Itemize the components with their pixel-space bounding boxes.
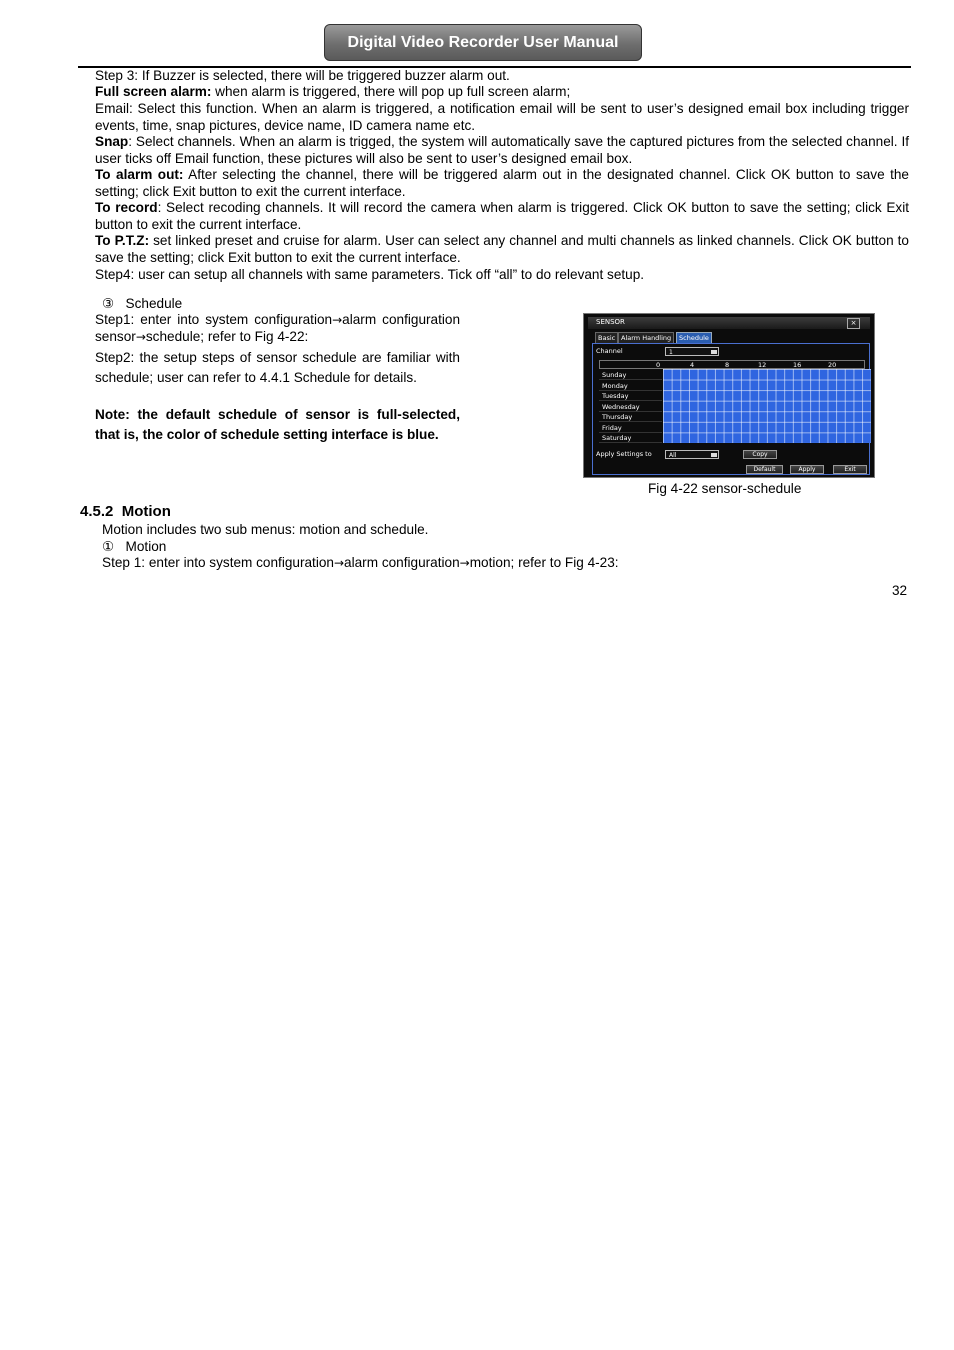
schedule-grid[interactable] bbox=[663, 369, 871, 443]
record-paragraph bbox=[95, 200, 909, 233]
motion-intro: Motion includes two sub menus: motion and schedule. bbox=[102, 522, 429, 537]
hour-tick: 20 bbox=[828, 361, 837, 369]
motion-step1-c: motion; refer to Fig 4-23: bbox=[469, 555, 619, 570]
full-screen-alarm-paragraph bbox=[95, 84, 570, 101]
snap-paragraph bbox=[95, 134, 909, 167]
arrow-icon: → bbox=[459, 556, 470, 570]
record-term: To record bbox=[95, 200, 158, 215]
email-paragraph: Email: Select this function. When an alarm is triggered, a notification email will be sent to user’s designed email box including trigger events, time, snap pictures, device name, ID camera name etc. bbox=[95, 101, 909, 133]
motion-label: Motion bbox=[125, 539, 167, 554]
dvr-title-bar bbox=[588, 317, 870, 329]
sensor-schedule-screenshot bbox=[583, 313, 875, 478]
section-number: 4.5.2 bbox=[80, 503, 114, 520]
motion-step1 bbox=[102, 555, 619, 572]
day-sunday: Sunday bbox=[599, 370, 662, 380]
hour-tick: 16 bbox=[793, 361, 802, 369]
day-thursday: Thursday bbox=[599, 412, 662, 422]
manual-title-badge bbox=[324, 24, 642, 61]
schedule-note: Note: the default schedule of sensor is full-selected, that is, the color of schedule setting interface is blue. bbox=[95, 407, 460, 442]
tab-alarm-handling[interactable]: Alarm Handling bbox=[618, 332, 674, 344]
step1-part-c: sensor bbox=[95, 329, 136, 344]
schedule-panel bbox=[592, 343, 870, 475]
exit-button[interactable]: Exit bbox=[833, 465, 867, 474]
tab-schedule[interactable]: Schedule bbox=[676, 332, 712, 344]
alarm-out-text: After selecting the channel, there will be triggered alarm out in the designated channel. Click OK button to save the setting; click Exit button to exit the current interface. bbox=[95, 167, 909, 199]
hour-tick: 8 bbox=[725, 361, 730, 369]
hour-header bbox=[599, 360, 865, 369]
step3-text: Step 3: If Buzzer is selected, there will be triggered buzzer alarm out. bbox=[95, 68, 510, 83]
motion-marker: ① bbox=[102, 539, 115, 554]
schedule-marker: ③ bbox=[102, 296, 115, 311]
alarm-out-paragraph bbox=[95, 167, 909, 200]
default-button[interactable]: Default bbox=[746, 465, 783, 474]
section-title: Motion bbox=[121, 503, 171, 520]
hour-tick: 0 bbox=[656, 361, 661, 369]
full-screen-term: Full screen alarm: bbox=[95, 84, 212, 99]
motion-step1-b: alarm configuration bbox=[344, 555, 460, 570]
schedule-heading bbox=[102, 296, 182, 313]
section-heading bbox=[80, 503, 171, 521]
channel-select[interactable]: 1 bbox=[665, 347, 719, 356]
arrow-icon: → bbox=[135, 330, 146, 344]
arrow-icon: → bbox=[333, 556, 345, 570]
apply-settings-select[interactable]: All bbox=[665, 450, 719, 459]
day-wednesday: Wednesday bbox=[599, 402, 662, 412]
motion-item bbox=[102, 539, 166, 556]
hour-tick: 4 bbox=[690, 361, 695, 369]
apply-settings-label: Apply Settings to bbox=[596, 450, 652, 458]
alarm-out-term: To alarm out: bbox=[95, 167, 184, 182]
snap-text: : Select channels. When an alarm is trigged, the system will automatically save the captured pictures from the selected channel. If user ticks off Email function, these pictures will also be sent to user’s designed email box. bbox=[95, 134, 909, 166]
step1-part-b: alarm configuration bbox=[342, 312, 461, 327]
step4-text: Step4: user can setup all channels with same parameters. Tick off “all” to do relevant setup. bbox=[95, 267, 645, 282]
apply-button[interactable]: Apply bbox=[790, 465, 824, 474]
arrow-icon: → bbox=[332, 313, 343, 327]
day-saturday: Saturday bbox=[599, 433, 662, 443]
snap-term: Snap bbox=[95, 134, 129, 149]
ptz-paragraph bbox=[95, 233, 909, 266]
schedule-step1-line2-visible bbox=[95, 329, 460, 346]
step1-part-d: schedule; refer to Fig 4-22: bbox=[145, 329, 309, 344]
schedule-step2: Step2: the setup steps of sensor schedule are familiar with schedule; user can refer to 4.4.1 Schedule for details. bbox=[95, 350, 460, 385]
dvr-title: SENSOR bbox=[596, 318, 625, 326]
step1-part-a: Step1: enter into system configuration bbox=[95, 312, 333, 327]
copy-button[interactable]: Copy bbox=[743, 450, 777, 459]
close-icon[interactable]: × bbox=[847, 318, 860, 329]
figure-caption: Fig 4-22 sensor-schedule bbox=[648, 481, 802, 496]
full-screen-text: when alarm is triggered, there will pop up full screen alarm; bbox=[211, 84, 571, 99]
manual-title: Digital Video Recorder User Manual bbox=[347, 33, 619, 51]
day-monday: Monday bbox=[599, 381, 662, 391]
ptz-text: set linked preset and cruise for alarm. User can select any channel and multi channels as linked channels. Click OK button to save the setting; click Exit button to exit the current interface. bbox=[95, 233, 909, 265]
schedule-heading-label: Schedule bbox=[125, 296, 183, 311]
day-tuesday: Tuesday bbox=[599, 391, 662, 401]
channel-label: Channel bbox=[596, 347, 623, 355]
ptz-term: To P.T.Z: bbox=[95, 233, 150, 248]
record-text: : Select recoding channels. It will record the camera when alarm is triggered. Click OK button to save the setting; click Exit button to exit the current interface. bbox=[95, 200, 909, 232]
day-friday: Friday bbox=[599, 423, 662, 433]
hour-tick: 12 bbox=[758, 361, 767, 369]
schedule-step1-line1 bbox=[95, 312, 460, 329]
motion-step1-a: Step 1: enter into system configuration bbox=[102, 555, 334, 570]
page-number: 32 bbox=[892, 583, 908, 598]
tab-basic[interactable]: Basic bbox=[595, 332, 618, 344]
